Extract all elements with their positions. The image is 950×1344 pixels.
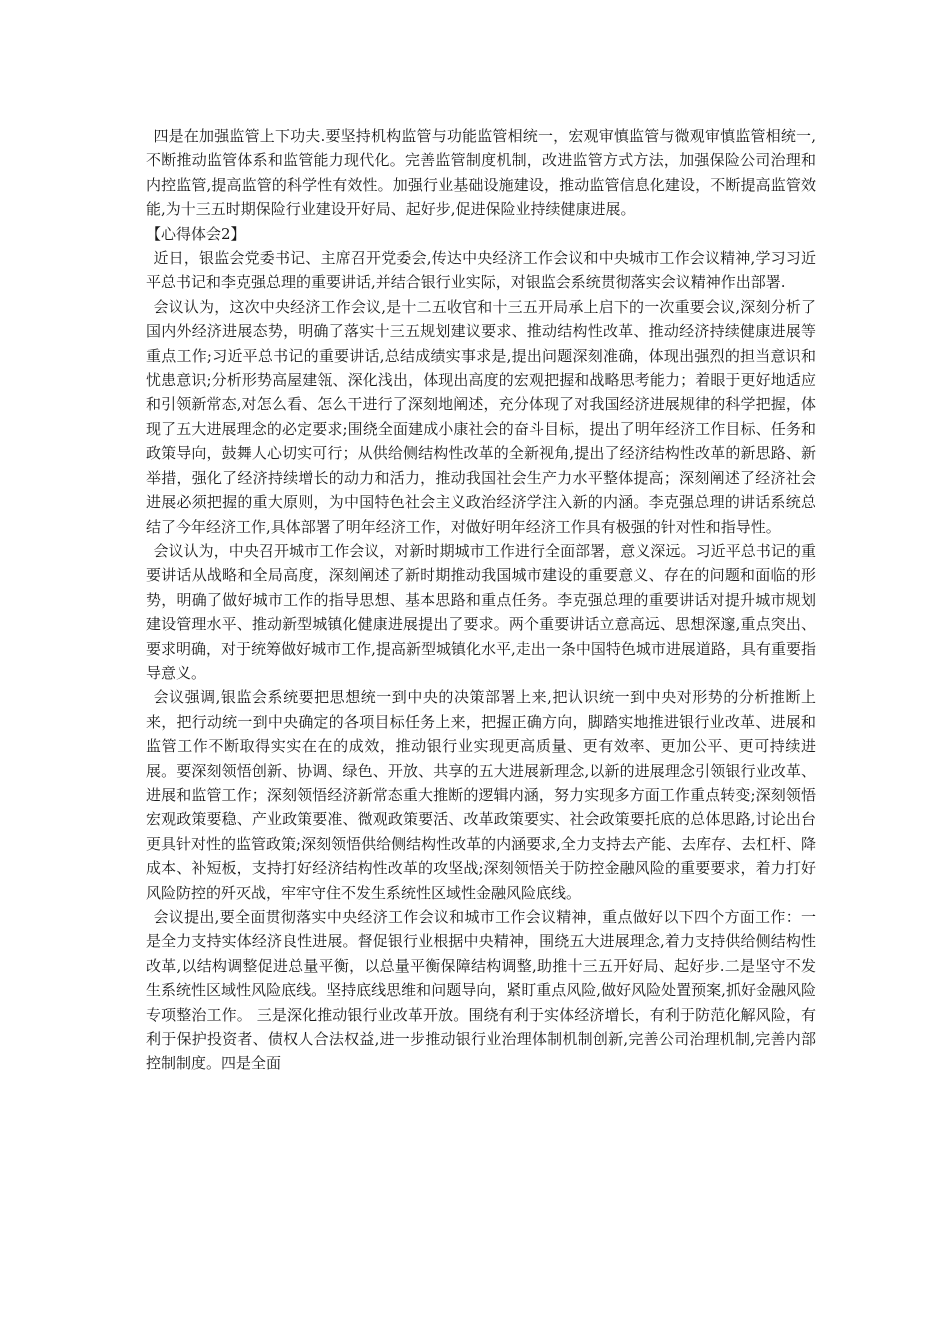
section-heading: 【心得体会2】 — [146, 224, 246, 243]
paragraph-economic-meeting: 会议认为，这次中央经济工作会议,是十二五收官和十三五开局承上启下的一次重要会议,深刻分析了国内外经济进展态势，明确了落实十三五规划建议要求、推动结构性改革、推动经济持续健康进展等重点工作;习近平总书记的重要讲话,总结成绩实事求是,提出问题深刻准确，体现出强烈的担当意识和忧患意识;分析形势高屋建瓴、深化浅出，体现出高度的宏观把握和战略思考能力；着眼于更好地适应和引领新常态,对怎么看、怎么干进行了深刻地阐述，充分体现了对我国经济进展规律的科学把握，体现了五大进展理念的必定要求;围绕全面建成小康社会的奋斗目标，提出了明年经济工作目标、任务和政策导向，鼓舞人心切实可行；从供给侧结构性改革的全新视角,提出了经济结构性改革的新思路、新举措，强化了经济持续增长的动力和活力，推动我国社会生产力水平整体提高；深刻阐述了经济社会进展必须把握的重大原则，为中国特色社会主义政治经济学注入新的内涵。李克强总理的讲话系统总结了今年经济工作,具体部署了明年经济工作，对做好明年经济工作具有极强的针对性和指导性。 — [146, 297, 816, 536]
paragraph-supervision: 四是在加强监管上下功夫.要坚持机构监管与功能监管相统一，宏观审慎监管与微观审慎监管相统一,不断推动监管体系和监管能力现代化。完善监管制度机制，改进监管方式方法，加强保险公司治理和内控监管,提高监管的科学性有效性。加强行业基础设施建设，推动监管信息化建设，不断提高监管效能,为十三五时期保险行业建设开好局、起好步,促进保险业持续健康进展。 — [146, 127, 816, 219]
paragraph-emphasis: 会议强调,银监会系统要把思想统一到中央的决策部署上来,把认识统一到中央对形势的分析推断上来，把行动统一到中央确定的各项目标任务上来，把握正确方向，脚踏实地推进银行业改革、进展和监管工作不断取得实实在在的成效，推动银行业实现更高质量、更有效率、更加公平、更可持续进展。要深刻领悟创新、协调、绿色、开放、共享的五大进展新理念,以新的进展理念引领银行业改革、进展和监管工作；深刻领悟经济新常态重大推断的逻辑内涵，努力实现多方面工作重点转变;深刻领悟宏观政策要稳、产业政策要准、微观政策要活、改革政策要实、社会政策要托底的总体思路,讨论出台更具针对性的监管政策;深刻领悟供给侧结构性改革的内涵要求,全力支持去产能、去库存、去杠杆、降成本、补短板，支持打好经济结构性改革的攻坚战;深刻领悟关于防控金融风险的重要要求，着力打好风险防控的歼灭战，牢牢守住不发生系统性区域性金融风险底线。 — [146, 688, 816, 902]
document-body — [146, 124, 816, 1076]
paragraph-tasks: 会议提出,要全面贯彻落实中央经济工作会议和城市工作会议精神，重点做好以下四个方面工作：一是全力支持实体经济良性进展。督促银行业根据中央精神，围绕五大进展理念,着力支持供给侧结构性改革,以结构调整促进总量平衡，以总量平衡保障结构调整,助推十三五开好局、起好步.二是坚守不发生系统性区域性风险底线。坚持底线思维和问题导向，紧盯重点风险,做好风险处置预案,抓好金融风险专项整治工作。 三是深化推动银行业改革开放。围绕有利于实体经济增长，有利于防范化解风险，有利于保护投资者、债权人合法权益,进一步推动银行业治理体制机制创新,完善公司治理机制,完善内部控制制度。四是全面 — [146, 908, 816, 1073]
paragraph-intro: 近日，银监会党委书记、主席召开党委会,传达中央经济工作会议和中央城市工作会议精神,学习习近平总书记和李克强总理的重要讲话,并结合银行业实际，对银监会系统贯彻落实会议精神作出部署. — [146, 249, 816, 292]
paragraph-urban-meeting: 会议认为，中央召开城市工作会议，对新时期城市工作进行全面部署，意义深远。习近平总书记的重要讲话从战略和全局高度，深刻阐述了新时期推动我国城市建设的重要意义、存在的问题和面临的形势，明确了做好城市工作的指导思想、基本思路和重点任务。李克强总理的重要讲话对提升城市规划建设管理水平、推动新型城镇化健康进展提出了要求。两个重要讲话立意高远、思想深邃,重点突出、要求明确，对于统筹做好城市工作,提高新型城镇化水平,走出一条中国特色城市进展道路，具有重要指导意义。 — [146, 541, 816, 682]
